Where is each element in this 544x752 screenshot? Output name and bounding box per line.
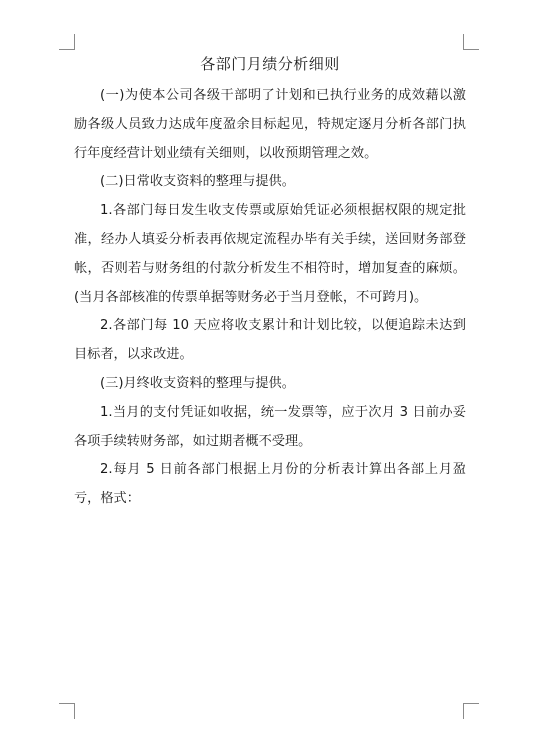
crop-mark-bottom-right [463,703,479,719]
paragraph-2: (二)日常收支资料的整理与提供。 [100,174,295,190]
paragraph-7: 2.每月 5 日前各部门根据上月份的分析表计算出各部上月盈亏，格式： [74,462,466,507]
crop-mark-top-right [463,34,479,50]
crop-mark-top-left [59,34,75,50]
document-title: 各部门月绩分析细则 [200,55,340,73]
document-body [74,52,466,514]
paragraph-1: (一)为使本公司各级干部明了计划和已执行业务的成效藉以激励各级人员致力达成年度盈余目标起见，特规定逐月分析各部门执行年度经营计划业绩有关细则，以收预期管理之效。 [74,88,466,161]
paragraph-3: 1.各部门每日发生收支传票或原始凭证必须根据权限的规定批准，经办人填妥分析表再依规定流程办毕有关手续，送回财务部登帐，否则若与财务组的付款分析发生不相符时，增加复查的麻烦。(当月各部核准的传票单据等财务必于当月登帐，不可跨月)。 [74,203,466,305]
paragraph-5: (三)月终收支资料的整理与提供。 [100,375,295,391]
paragraph-6: 1.当月的支付凭证如收据，统一发票等，应于次月 3 日前办妥各项手续转财务部，如过期者概不受理。 [74,404,466,449]
crop-mark-bottom-left [59,703,75,719]
paragraph-4: 2.各部门每 10 天应将收支累计和计划比较，以便追踪未达到目标者，以求改进。 [74,318,466,363]
